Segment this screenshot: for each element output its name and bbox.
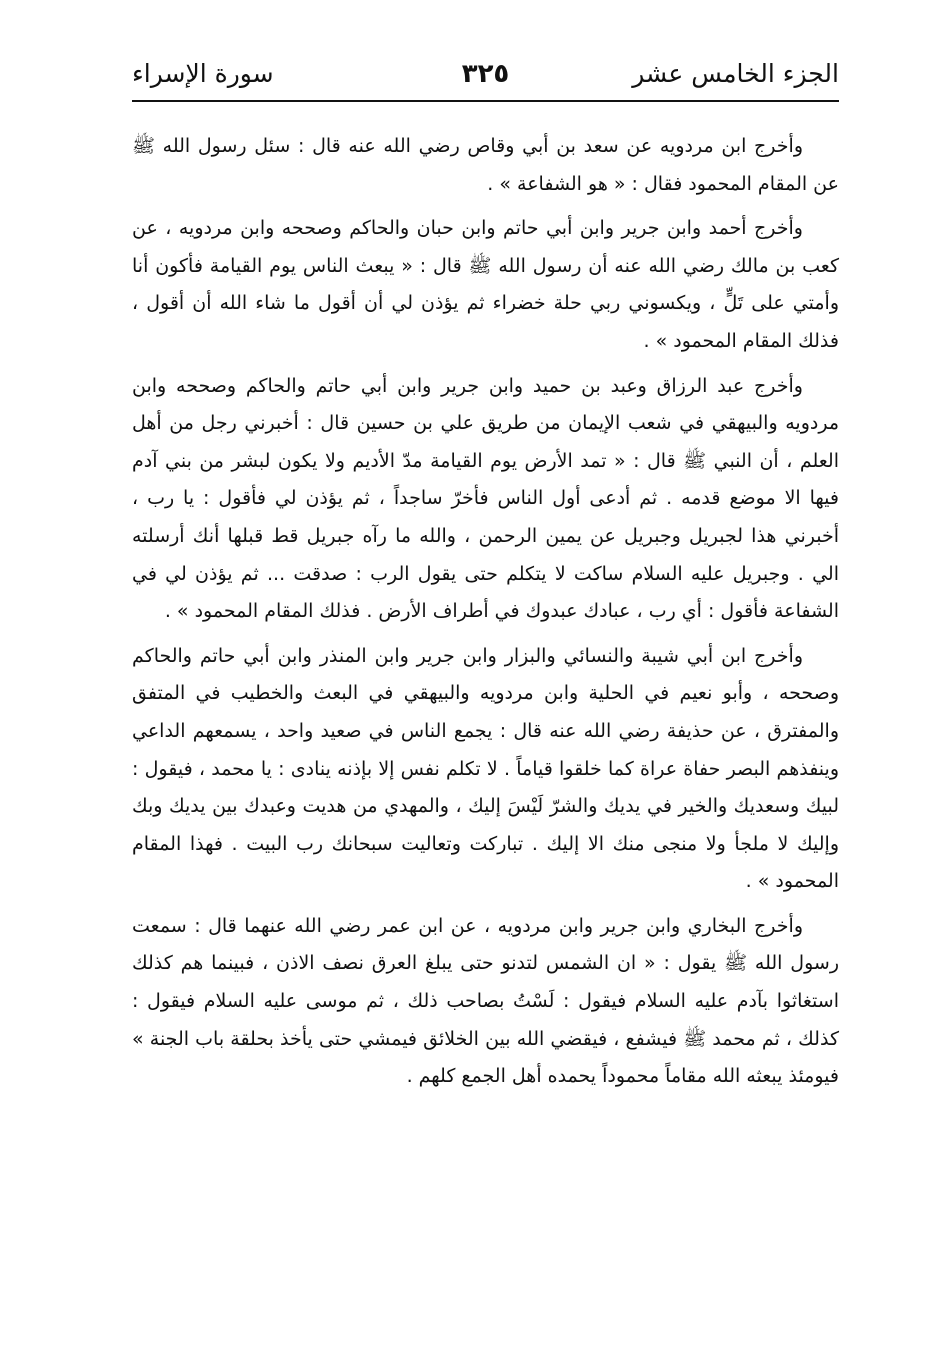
paragraph: وأخرج البخاري وابن جرير وابن مردويه ، عن ابن عمر رضي الله عنهما قال : سمعت رسول الله ﷺ يقول : « ان الشمس لتدنو حتى يبلغ العرق نصف الاذن ، فبينما هم كذلك استغاثوا بآدم عليه السلام فيقول : لَسْتُ بصاحب ذلك ، ثم موسى عليه السلام فيقول : كذلك ، ثم محمد ﷺ فيشفع ، فيقضي الله بين الخلائق فيمشي حتى يأخذ بحلقة باب الجنة » فيومئذ يبعثه الله مقاماً محموداً يحمده أهل الجمع كلهم .: [132, 914, 839, 1088]
part-title: الجزء الخامس عشر: [632, 59, 839, 88]
paragraph: وأخرج ابن أبي شيبة والنسائي والبزار وابن جرير وابن المنذر وابن أبي حاتم والحاكم وصححه ، وأبو نعيم في الحلية وابن مردويه والبيهقي في البعث والخطيب في المتفق والمفترق ، عن حذيفة رضي الله عنه قال : يجمع الناس في صعيد واحد ، يسمعهم الداعي وينفذهم البصر حفاة عراة كما خلقوا قياماً . لا تكلم نفس إلا بإذنه ينادى : يا محمد ، فيقول : لبيك وسعديك والخير في يديك والشرّ لَيْسَ إليك ، والمهدي من هديت وعبدك بين يديك وبك وإليك لا ملجأ ولا منجى منك الا إليك . تباركت وتعاليت سبحانك رب البيت . فهذا المقام المحمود » .: [132, 644, 839, 893]
page-body: [132, 128, 839, 1103]
header-rule: [132, 100, 839, 102]
page-number: ٣٢٥: [461, 59, 510, 89]
page-header: [132, 52, 839, 96]
surah-title: سورة الإسراء: [132, 59, 274, 88]
paragraph: وأخرج أحمد وابن جرير وابن أبي حاتم وابن حبان والحاكم وصححه وابن مردويه ، عن كعب بن مالك رضي الله عنه أن رسول الله ﷺ قال : « يبعث الناس يوم القيامة فأكون أنا وأمتي على تَلٍّ ، ويكسوني ربي حلة خضراء ثم يؤذن لي أن أقول ما شاء الله أن أقول ، فذلك المقام المحمود » .: [132, 217, 839, 352]
paragraph: وأخرج عبد الرزاق وعبد بن حميد وابن جرير وابن أبي حاتم والحاكم وصححه وابن مردويه والبيهقي في شعب الإيمان من طريق علي بن حسين قال : أخبرني رجل من أهل العلم ، أن النبي ﷺ قال : « تمد الأرض يوم القيامة مدّ الأديم ولا يكون لبشر من بني آدم فيها الا موضع قدمه . ثم أدعى أول الناس فأخرّ ساجداً ، ثم يؤذن لي فأقول : يا رب ، أخبرني هذا لجبريل وجبريل عن يمين الرحمن ، والله ما رآه جبريل قط قبلها أنك أرسلته الي . وجبريل عليه السلام ساكت لا يتكلم حتى يقول الرب : صدقت ... ثم يؤذن لي في الشفاعة فأقول : أي رب ، عبادك عبدوك في أطراف الأرض . فذلك المقام المحمود » .: [132, 374, 839, 623]
paragraph: وأخرج ابن مردويه عن سعد بن أبي وقاص رضي الله عنه قال : سئل رسول الله ﷺ عن المقام المحمود فقال : « هو الشفاعة » .: [132, 135, 839, 195]
